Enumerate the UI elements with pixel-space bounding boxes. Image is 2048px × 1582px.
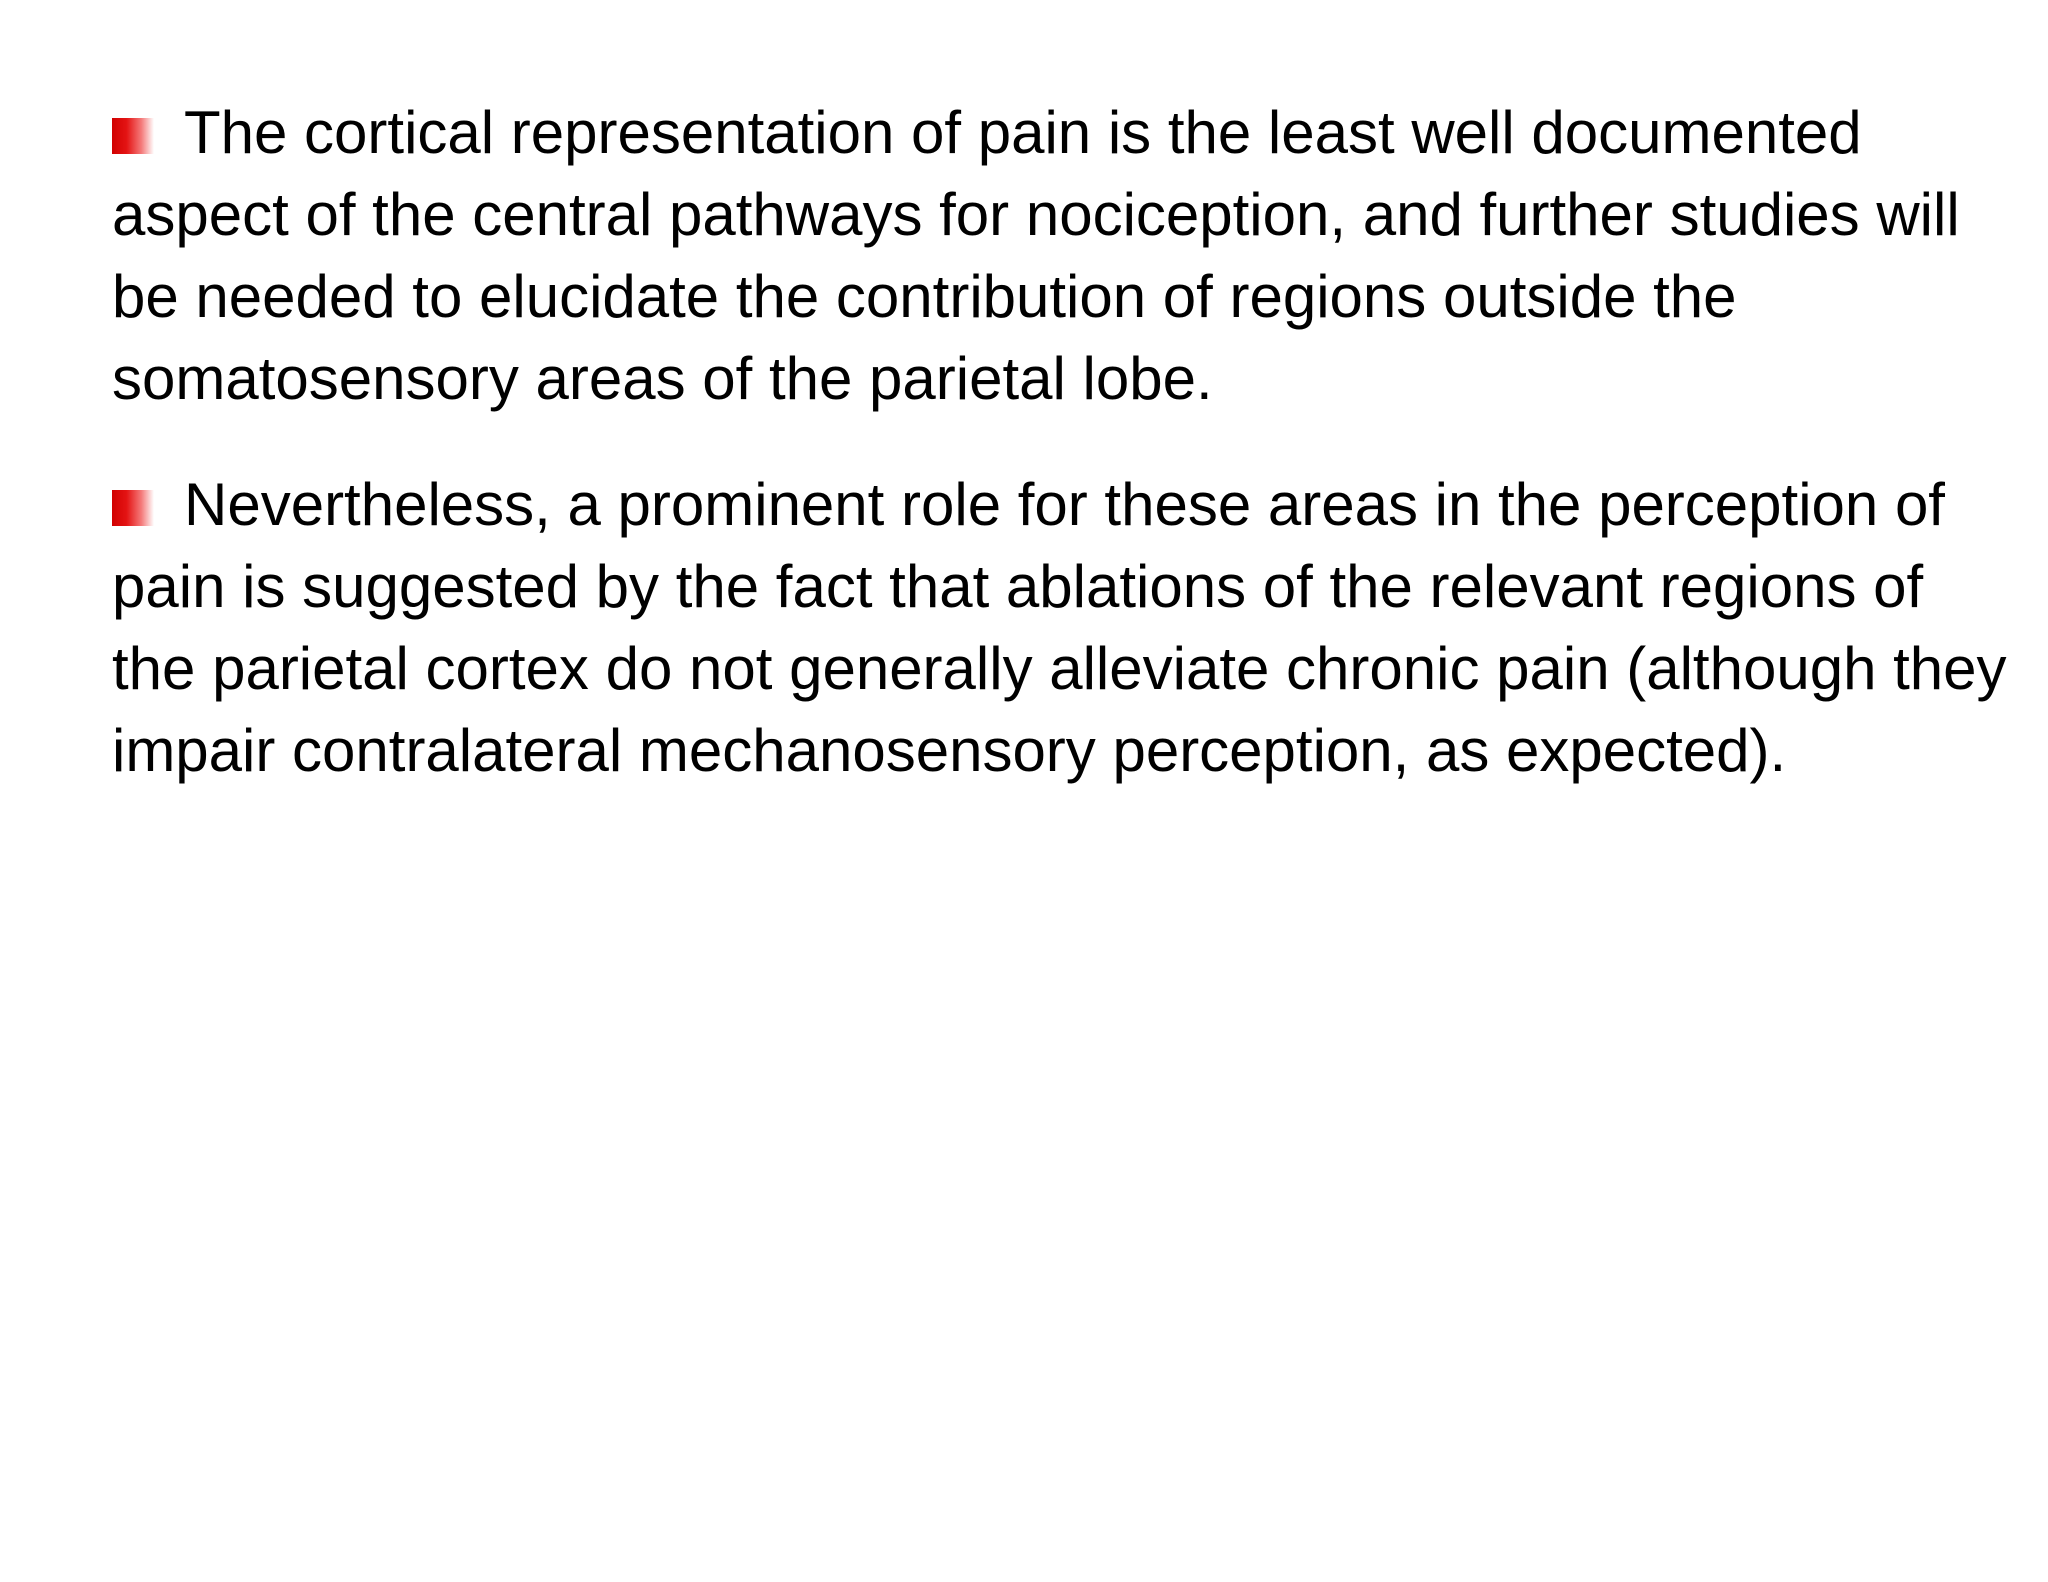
red-square-bullet-icon bbox=[112, 490, 154, 526]
red-square-bullet-icon bbox=[112, 118, 154, 154]
bullet-text-2: Nevertheless, a prominent role for these areas in the perception of pain is suggested by the fact that ablations of the relevant regions of the parietal cortex do not generally alleviate chronic pain (although they impair contralateral mechanosensory perception, as expected). bbox=[112, 471, 2007, 784]
bullet-item-2 bbox=[112, 464, 2012, 792]
bullet-list bbox=[112, 92, 2012, 836]
bullet-item-1 bbox=[112, 92, 2012, 420]
bullet-text-1: The cortical representation of pain is the least well documented aspect of the central pathways for nociception, and further studies will be needed to elucidate the contribution of regions outside the somatosensory areas of the parietal lobe. bbox=[112, 99, 1960, 412]
